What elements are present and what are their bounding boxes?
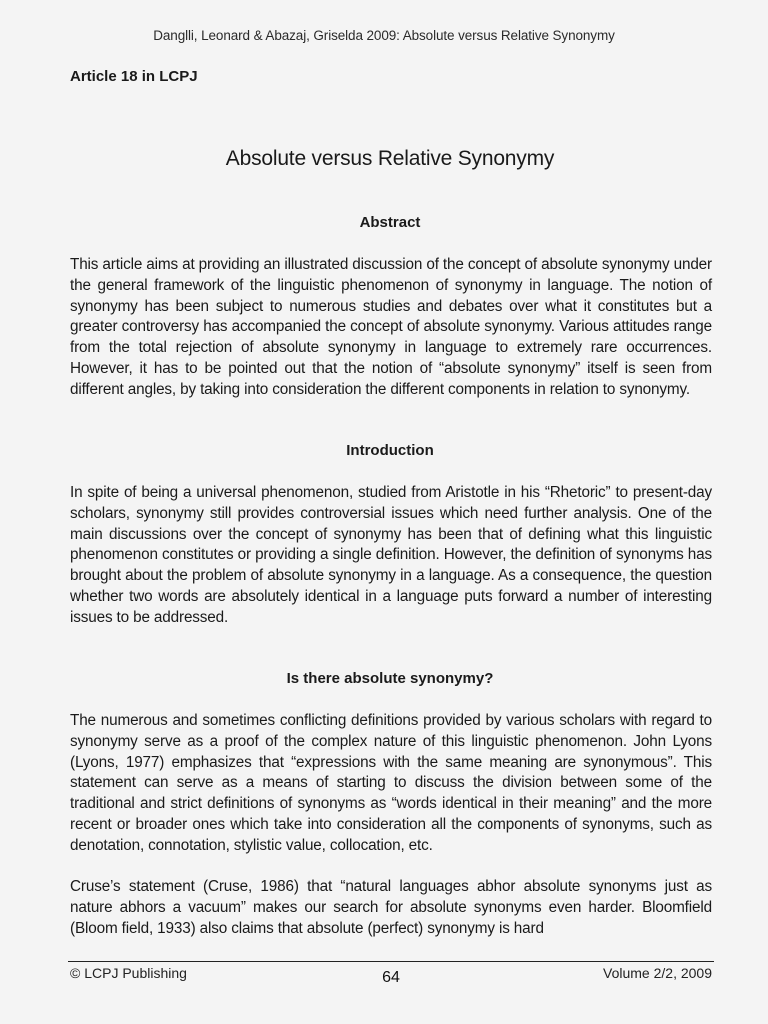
absolute-synonymy-heading: Is there absolute synonymy? — [286, 670, 494, 687]
abstract-paragraph: This article aims at providing an illustrated discussion of the concept of absolute synonymy under the general framework of the linguistic phenomenon of synonymy in language. The notion of synonymy has been subject to numerous studies and debates over what it constitutes but a greater controversy has accompanied the concept of absolute synonymy. Various attitudes range from the total rejection of absolute synonymy in language to extremely rare occurrences. However, it has to be pointed out that the notion of “absolute synonymy” itself is seen from different angles, by taking into consideration the different components in relation to synonymy. — [70, 256, 712, 398]
footer-divider — [68, 961, 714, 962]
footer-volume: Volume 2/2, 2009 — [603, 965, 712, 981]
running-head: Danglli, Leonard & Abazaj, Griselda 2009: Absolute versus Relative Synonymy — [153, 28, 615, 43]
abstract-heading: Abstract — [359, 214, 421, 231]
article-title: Absolute versus Relative Synonymy — [225, 147, 555, 170]
introduction-paragraph: In spite of being a universal phenomenon, studied from Aristotle in his “Rhetoric” to present-day scholars, synonymy still provides controversial issues which need further analysis. One of the main discussions over the concept of synonymy has been that of defining what this linguistic phenomenon constitutes or providing a single definition. However, the definition of synonyms has brought about the problem of absolute synonymy in a language. As a consequence, the question whether two words are absolutely identical in a language puts forward a number of interesting issues to be addressed. — [70, 484, 712, 626]
absolute-synonymy-paragraph: The numerous and sometimes conflicting definitions provided by various scholars with regard to synonymy serve as a proof of the complex nature of this linguistic phenomenon. John Lyons (Lyons, 1977) emphasizes that “expressions with the same meaning are synonymous”. This statement can serve as a means of starting to discuss the division between some of the traditional and strict definitions of synonyms as “words identical in their meaning” and the more recent or broader ones which take into consideration all the components of synonyms, such as denotation, connotation, stylistic value, collocation, etc. — [70, 712, 712, 854]
cruse-paragraph: Cruse’s statement (Cruse, 1986) that “natural languages abhor absolute synonyms just as nature abhors a vacuum” makes our search for absolute synonyms even harder. Bloomfield (Bloom field, 1933) also claims that absolute (perfect) synonymy is hard — [70, 878, 712, 937]
article-label: Article 18 in LCPJ — [70, 68, 198, 85]
introduction-heading: Introduction — [346, 442, 434, 459]
page-number: 64 — [382, 969, 400, 986]
footer-publisher: © LCPJ Publishing — [70, 965, 187, 981]
